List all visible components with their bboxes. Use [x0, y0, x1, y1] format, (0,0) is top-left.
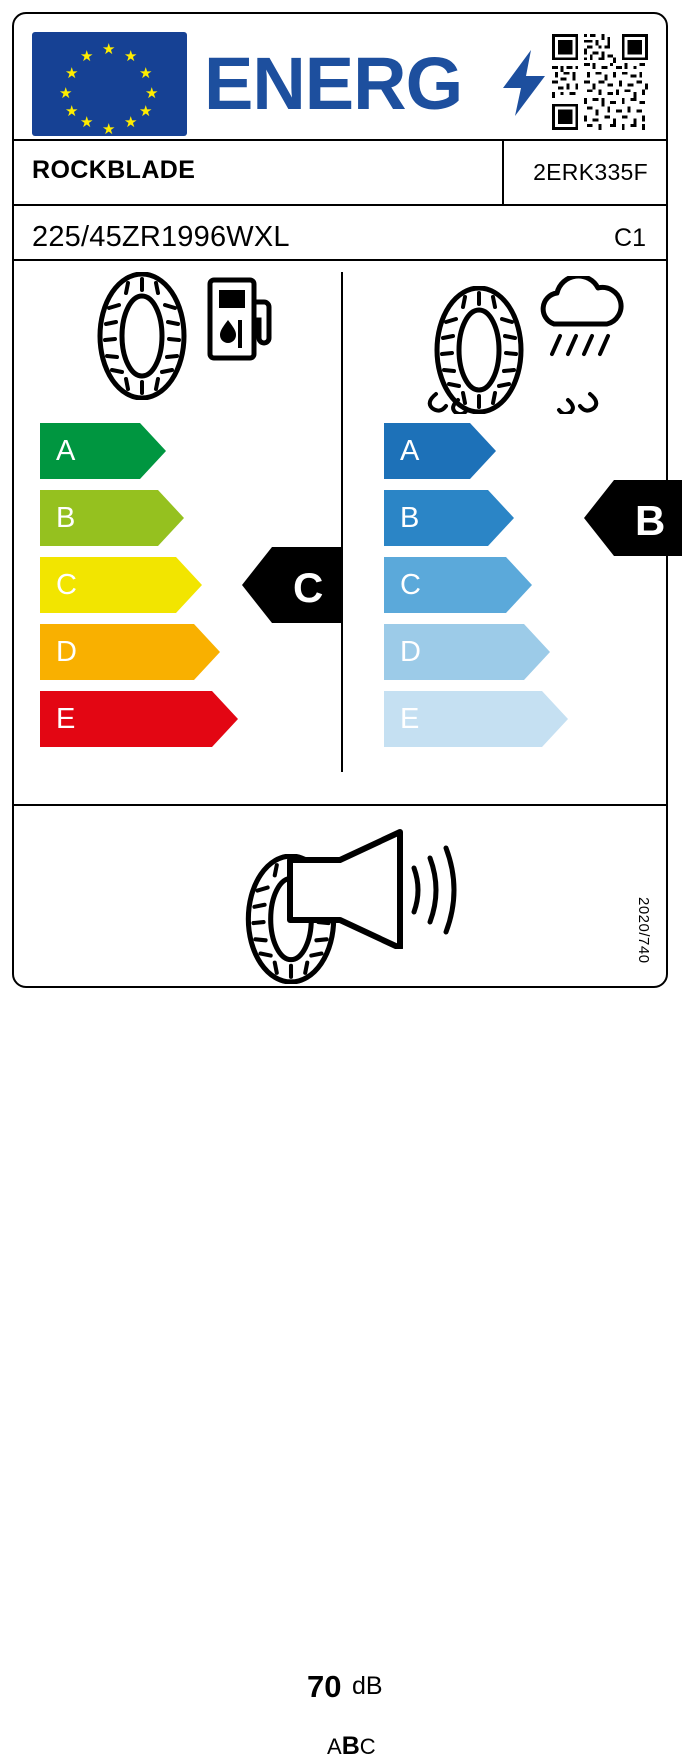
regulation-code: 2020/740	[635, 897, 652, 964]
wet-grip-grade-letter: B	[400, 502, 420, 534]
tyre-icon	[92, 272, 192, 400]
wet-grip-grade-letter: E	[400, 703, 420, 735]
model-code: 2ERK335F	[533, 159, 648, 185]
loudspeaker-icon	[282, 824, 462, 949]
fuel-efficiency-selected-letter: C	[293, 564, 324, 611]
label-header	[14, 14, 666, 139]
noise-class-scale	[327, 1732, 376, 1761]
fuel-pump-icon	[206, 276, 276, 362]
wet-grip-selected-letter: B	[635, 497, 666, 544]
lightning-bolt-icon	[501, 50, 547, 116]
divider-brand	[14, 204, 666, 206]
wet-grip-grade-letter: D	[400, 636, 421, 668]
brand-name: ROCKBLADE	[32, 156, 196, 184]
energy-label-card	[12, 12, 668, 1760]
fuel-efficiency-grade-letter: E	[56, 703, 76, 735]
water-splash-icon	[418, 364, 618, 414]
divider-noise	[14, 804, 666, 806]
energy-wordmark: ENERG	[204, 42, 463, 125]
fuel-efficiency-grade-letter: A	[56, 435, 76, 467]
noise-panel	[14, 814, 666, 1760]
wet-grip-grade-letter: C	[400, 569, 421, 601]
fuel-efficiency-grade-letter: D	[56, 636, 77, 668]
qr-code-icon	[552, 34, 648, 130]
fuel-efficiency-grade-letter: B	[56, 502, 76, 534]
tyre-size: 225/45ZR1996WXL	[32, 221, 290, 253]
tyre-class: C1	[614, 224, 646, 252]
noise-unit: dB	[352, 1672, 383, 1700]
fuel-efficiency-grade-letter: C	[56, 569, 77, 601]
noise-class-c: C	[359, 1734, 376, 1759]
panel-divider	[341, 272, 343, 772]
divider-header	[14, 139, 666, 141]
noise-class-b: B	[341, 1732, 360, 1760]
wet-grip-grade-letter: A	[400, 435, 420, 467]
eu-flag-icon: ★ ★ ★ ★ ★ ★ ★ ★ ★ ★ ★ ★	[32, 32, 187, 136]
noise-value: 70	[307, 1669, 342, 1704]
noise-class-a: A	[327, 1734, 342, 1759]
divider-size	[14, 259, 666, 261]
divider-brand-vertical	[502, 139, 504, 204]
